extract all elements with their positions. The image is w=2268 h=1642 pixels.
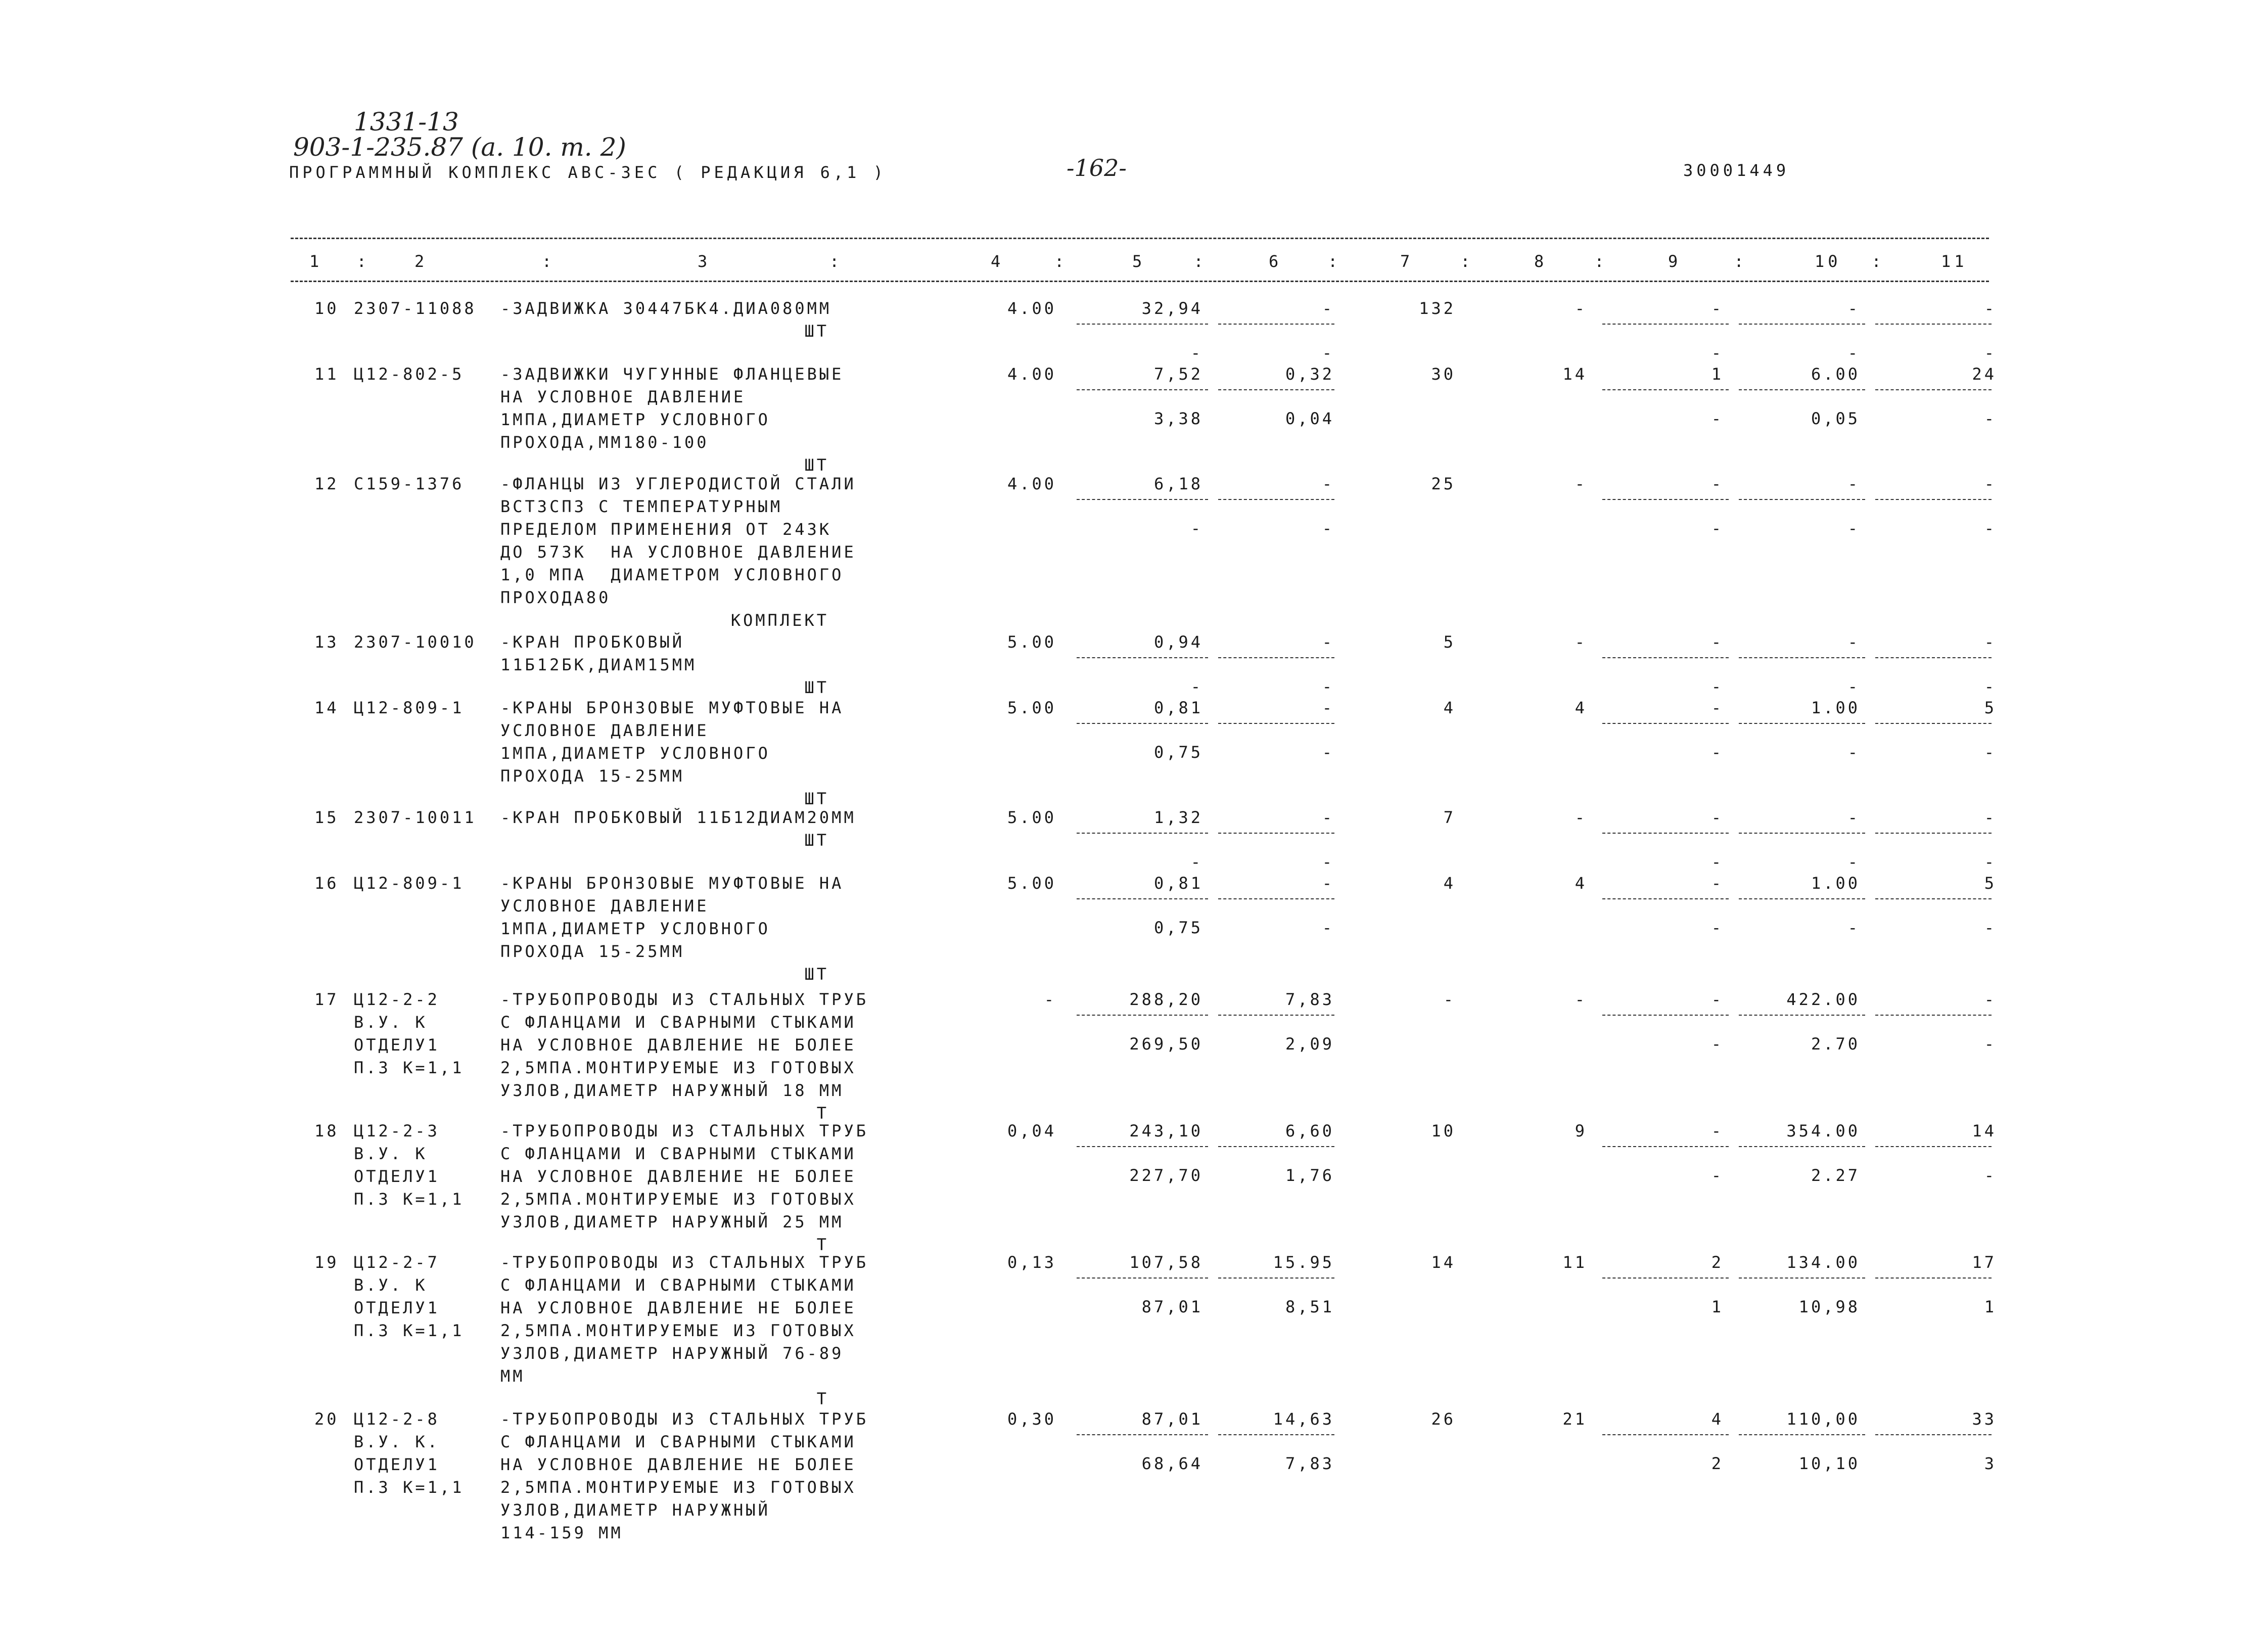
row-col11-bottom: - <box>1984 852 1997 872</box>
subtotal-rule <box>1739 1146 1865 1147</box>
row-col8: 9 <box>1575 1121 1587 1141</box>
row-col9-top: 4 <box>1711 1409 1724 1429</box>
row-col9-bottom: - <box>1711 743 1724 762</box>
subtotal-rule <box>1602 1278 1729 1279</box>
row-col6-top: 0,32 <box>1285 364 1334 384</box>
row-code: Ц12-2-7 В.У. К ОТДЕЛУ1 П.3 К=1,1 <box>354 1253 465 1340</box>
row-col10-top: 110,00 <box>1786 1409 1860 1429</box>
subtotal-rule <box>1077 833 1208 834</box>
row-code: Ц12-2-2 В.У. К ОТДЕЛУ1 П.3 К=1,1 <box>354 990 465 1077</box>
subtotal-rule <box>1218 499 1334 500</box>
row-col7: 4 <box>1443 698 1456 717</box>
subtotal-rule <box>1077 657 1208 658</box>
row-col10-bottom: - <box>1847 677 1860 696</box>
row-number: 12 <box>314 474 339 493</box>
subtotal-rule <box>1875 389 1992 390</box>
subtotal-rule <box>1875 657 1992 658</box>
column-number-11: 11 <box>1941 252 1968 271</box>
row-empty-mark: - <box>1847 343 1860 362</box>
row-col8: - <box>1575 808 1587 827</box>
subtotal-rule <box>1602 324 1729 325</box>
row-col8: - <box>1575 299 1587 318</box>
row-unit: ШТ <box>804 455 829 475</box>
row-col5-bottom: - <box>1190 852 1203 872</box>
row-col11-bottom: - <box>1984 409 1997 428</box>
row-unit: КОМПЛЕКТ <box>730 611 829 630</box>
row-col9-bottom: - <box>1711 852 1724 872</box>
row-col8: - <box>1575 474 1587 493</box>
row-col7: 132 <box>1419 299 1456 318</box>
row-unit: Т <box>816 1389 829 1408</box>
row-col4: - <box>1044 990 1056 1009</box>
row-number: 11 <box>314 364 339 384</box>
row-col4: 0,13 <box>1007 1253 1056 1272</box>
column-number-6: 6 <box>1269 252 1282 271</box>
row-col6-bottom: - <box>1322 852 1334 872</box>
subtotal-rule <box>1875 898 1992 899</box>
column-separator: : <box>1871 252 1885 271</box>
row-description: -КРАНЫ БРОНЗОВЫЕ МУФТОВЫЕ НА УСЛОВНОЕ ДАВЛЕНИЕ 1МПА,ДИАМЕТР УСЛОВНОГО ПРОХОДА 15-25ММ <box>500 698 844 786</box>
row-col6-top: - <box>1322 808 1334 827</box>
subtotal-rule <box>1077 324 1208 325</box>
row-col7: 10 <box>1431 1121 1456 1141</box>
row-col11-bottom: 3 <box>1984 1454 1997 1473</box>
row-col9-bottom: - <box>1711 409 1724 428</box>
row-col10-top: - <box>1847 474 1860 493</box>
row-col8: 14 <box>1562 364 1587 384</box>
row-col6-top: - <box>1322 874 1334 893</box>
row-col11-bottom: 1 <box>1984 1297 1997 1316</box>
row-col5-top: 6,18 <box>1153 474 1203 493</box>
row-col8: 11 <box>1562 1253 1587 1272</box>
row-col7: 5 <box>1443 632 1456 652</box>
column-separator: : <box>1460 252 1474 271</box>
row-code: Ц12-2-3 В.У. К ОТДЕЛУ1 П.3 К=1,1 <box>354 1121 465 1209</box>
row-col9-top: - <box>1711 698 1724 717</box>
row-col10-top: 134.00 <box>1786 1253 1860 1272</box>
row-col11-bottom: - <box>1984 1034 1997 1054</box>
row-col7: 4 <box>1443 874 1456 893</box>
subtotal-rule <box>1739 1434 1865 1435</box>
row-col7: 7 <box>1443 808 1456 827</box>
row-col9-top: - <box>1711 1121 1724 1141</box>
row-col6-top: - <box>1322 299 1334 318</box>
row-col6-bottom: - <box>1322 743 1334 762</box>
row-col4: 4.00 <box>1007 474 1056 493</box>
row-col5-bottom: 0,75 <box>1153 918 1203 937</box>
row-code: Ц12-2-8 В.У. К. ОТДЕЛУ1 П.3 К=1,1 <box>354 1409 465 1497</box>
row-col11-top: - <box>1984 990 1997 1009</box>
subtotal-rule <box>1218 1146 1334 1147</box>
subtotal-rule <box>1218 1015 1334 1016</box>
subtotal-rule <box>1077 1015 1208 1016</box>
column-number-5: 5 <box>1132 252 1146 271</box>
row-unit: ШТ <box>804 965 829 984</box>
subtotal-rule <box>1739 389 1865 390</box>
row-col11-bottom: - <box>1984 519 1997 538</box>
column-separator: : <box>1328 252 1341 271</box>
subtotal-rule <box>1602 657 1729 658</box>
row-description: -КРАН ПРОБКОВЫЙ 11Б12ДИАМ20ММ <box>500 808 856 827</box>
row-col7: 26 <box>1431 1409 1456 1429</box>
row-col5-top: 0,94 <box>1153 632 1203 652</box>
row-col6-top: - <box>1322 474 1334 493</box>
row-number: 14 <box>314 698 339 717</box>
subtotal-rule <box>1739 1278 1865 1279</box>
row-col9-bottom: - <box>1711 1034 1724 1054</box>
row-col5-top: 243,10 <box>1129 1121 1203 1141</box>
row-col11-top: 14 <box>1972 1121 1997 1141</box>
row-col11-top: - <box>1984 299 1997 318</box>
row-col8: 4 <box>1575 698 1587 717</box>
row-unit: Т <box>816 1104 829 1123</box>
row-col5-bottom: 3,38 <box>1153 409 1203 428</box>
row-col6-bottom: - <box>1322 519 1334 538</box>
row-col10-top: - <box>1847 808 1860 827</box>
row-col10-bottom: 2.70 <box>1811 1034 1860 1054</box>
subtotal-rule <box>1875 1434 1992 1435</box>
row-col6-top: 14,63 <box>1273 1409 1334 1429</box>
column-number-10: 10 <box>1815 252 1841 271</box>
subtotal-rule <box>1077 499 1208 500</box>
row-col11-top: 17 <box>1972 1253 1997 1272</box>
row-col9-bottom: - <box>1711 519 1724 538</box>
subtotal-rule <box>1077 1434 1208 1435</box>
column-separator: : <box>542 252 556 271</box>
row-description: -ТРУБОПРОВОДЫ ИЗ СТАЛЬНЫХ ТРУБ С ФЛАНЦАМИ И СВАРНЫМИ СТЫКАМИ НА УСЛОВНОЕ ДАВЛЕНИЕ НЕ БОЛЕЕ 2,5МПА.МОНТИРУЕМЫЕ ИЗ ГОТОВЫХ УЗЛОВ,ДИАМЕТР НАРУЖНЫЙ 25 ММ <box>500 1121 868 1232</box>
subtotal-rule <box>1602 833 1729 834</box>
subtotal-rule <box>1602 898 1729 899</box>
row-description: -КРАН ПРОБКОВЫЙ 11Б12БК,ДИАМ15ММ <box>500 632 697 674</box>
row-col5-top: 87,01 <box>1141 1409 1203 1429</box>
row-col10-top: 1.00 <box>1811 874 1860 893</box>
row-col11-top: - <box>1984 474 1997 493</box>
row-col9-top: - <box>1711 990 1724 1009</box>
row-code: 2307-10011 <box>354 808 477 827</box>
row-unit: ШТ <box>804 322 829 341</box>
row-col10-bottom: 2.27 <box>1811 1166 1860 1185</box>
row-col6-top: 15.95 <box>1273 1253 1334 1272</box>
subtotal-rule <box>1218 1434 1334 1435</box>
row-unit: ШТ <box>804 789 829 808</box>
subtotal-rule <box>1739 723 1865 724</box>
row-col4: 5.00 <box>1007 632 1056 652</box>
column-number-8: 8 <box>1534 252 1548 271</box>
subtotal-rule <box>1077 723 1208 724</box>
column-number-1: 1 <box>309 252 323 271</box>
row-col9-top: - <box>1711 874 1724 893</box>
row-col8: - <box>1575 632 1587 652</box>
row-col7: 14 <box>1431 1253 1456 1272</box>
row-col9-bottom: - <box>1711 918 1724 937</box>
row-col5-bottom: 269,50 <box>1129 1034 1203 1054</box>
row-description: -ТРУБОПРОВОДЫ ИЗ СТАЛЬНЫХ ТРУБ С ФЛАНЦАМИ И СВАРНЫМИ СТЫКАМИ НА УСЛОВНОЕ ДАВЛЕНИЕ НЕ БОЛЕЕ 2,5МПА.МОНТИРУЕМЫЕ ИЗ ГОТОВЫХ УЗЛОВ,ДИАМЕТР НАРУЖНЫЙ 76-89 ММ <box>500 1253 868 1386</box>
row-unit: Т <box>816 1235 829 1254</box>
row-col6-bottom: 8,51 <box>1285 1297 1334 1316</box>
subtotal-rule <box>1875 499 1992 500</box>
row-col10-top: 6.00 <box>1811 364 1860 384</box>
row-number: 17 <box>314 990 339 1009</box>
row-number: 20 <box>314 1409 339 1429</box>
row-col5-top: 0,81 <box>1153 874 1203 893</box>
table-header-rule <box>291 281 1989 282</box>
subtotal-rule <box>1875 723 1992 724</box>
row-col5-bottom: 0,75 <box>1153 743 1203 762</box>
column-number-4: 4 <box>991 252 1004 271</box>
row-col5-top: 7,52 <box>1153 364 1203 384</box>
subtotal-rule <box>1739 898 1865 899</box>
row-col9-top: - <box>1711 299 1724 318</box>
row-col5-bottom: 68,64 <box>1141 1454 1203 1473</box>
row-col9-bottom: 1 <box>1711 1297 1724 1316</box>
row-col9-top: 1 <box>1711 364 1724 384</box>
row-col5-top: 288,20 <box>1129 990 1203 1009</box>
row-col4: 0,04 <box>1007 1121 1056 1141</box>
row-col4: 5.00 <box>1007 808 1056 827</box>
page-number: -162- <box>1067 154 1127 181</box>
row-col10-top: 354.00 <box>1786 1121 1860 1141</box>
row-col11-bottom: - <box>1984 743 1997 762</box>
row-col6-bottom: 0,04 <box>1285 409 1334 428</box>
row-col6-bottom: 1,76 <box>1285 1166 1334 1185</box>
row-col10-bottom: - <box>1847 918 1860 937</box>
column-number-9: 9 <box>1668 252 1682 271</box>
column-number-7: 7 <box>1400 252 1414 271</box>
row-col11-bottom: - <box>1984 1166 1997 1185</box>
row-unit: ШТ <box>804 678 829 697</box>
row-col6-bottom: 2,09 <box>1285 1034 1334 1054</box>
subtotal-rule <box>1875 1278 1992 1279</box>
row-col11-top: 24 <box>1972 364 1997 384</box>
subtotal-rule <box>1875 1015 1992 1016</box>
row-col10-bottom: 0,05 <box>1811 409 1860 428</box>
row-col10-top: 422.00 <box>1786 990 1860 1009</box>
row-col11-bottom: - <box>1984 918 1997 937</box>
subtotal-rule <box>1875 1146 1992 1147</box>
row-col11-top: - <box>1984 632 1997 652</box>
row-number: 18 <box>314 1121 339 1141</box>
row-col9-bottom: - <box>1711 1166 1724 1185</box>
row-description: -ФЛАНЦЫ ИЗ УГЛЕРОДИСТОЙ СТАЛИ ВСТ3СП3 С ТЕМПЕРАТУРНЫМ ПРЕДЕЛОМ ПРИМЕНЕНИЯ ОТ 243К ДО 573К НА УСЛОВНОЕ ДАВЛЕНИЕ 1,0 МПА ДИАМЕТРОМ УСЛОВНОГО ПРОХОДА80 <box>500 474 856 607</box>
row-number: 10 <box>314 299 339 318</box>
subtotal-rule <box>1602 1146 1729 1147</box>
row-empty-mark: - <box>1711 343 1724 362</box>
row-col7: 25 <box>1431 474 1456 493</box>
row-col10-bottom: 10,98 <box>1798 1297 1860 1316</box>
row-col9-top: - <box>1711 808 1724 827</box>
doc-code: 30001449 <box>1683 161 1790 180</box>
subtotal-rule <box>1602 1434 1729 1435</box>
row-col5-bottom: - <box>1190 677 1203 696</box>
row-col10-top: - <box>1847 632 1860 652</box>
row-unit: ШТ <box>804 831 829 850</box>
row-col11-top: 5 <box>1984 698 1997 717</box>
subtotal-rule <box>1077 898 1208 899</box>
handwritten-ref-2: 903-1-235.87 (а. 10. т. 2) <box>293 132 626 162</box>
subtotal-rule <box>1077 1146 1208 1147</box>
row-code: Ц12-809-1 <box>354 874 465 893</box>
subtotal-rule <box>1218 1278 1334 1279</box>
subtotal-rule <box>1875 833 1992 834</box>
subtotal-rule <box>1218 898 1334 899</box>
row-empty-mark: - <box>1190 343 1203 362</box>
row-empty-mark: - <box>1984 343 1997 362</box>
row-col4: 4.00 <box>1007 299 1056 318</box>
row-col6-top: 7,83 <box>1285 990 1334 1009</box>
row-col4: 5.00 <box>1007 698 1056 717</box>
row-code: 2307-10010 <box>354 632 477 652</box>
subtotal-rule <box>1739 324 1865 325</box>
row-col5-bottom: - <box>1190 519 1203 538</box>
row-description: -ТРУБОПРОВОДЫ ИЗ СТАЛЬНЫХ ТРУБ С ФЛАНЦАМИ И СВАРНЫМИ СТЫКАМИ НА УСЛОВНОЕ ДАВЛЕНИЕ НЕ БОЛЕЕ 2,5МПА.МОНТИРУЕМЫЕ ИЗ ГОТОВЫХ УЗЛОВ,ДИАМЕТР НАРУЖНЫЙ 18 ММ <box>500 990 868 1100</box>
row-col4: 4.00 <box>1007 364 1056 384</box>
subtotal-rule <box>1602 499 1729 500</box>
row-col7: 30 <box>1431 364 1456 384</box>
table-top-rule <box>291 238 1989 239</box>
row-col4: 0,30 <box>1007 1409 1056 1429</box>
row-col11-top: - <box>1984 808 1997 827</box>
row-code: Ц12-802-5 <box>354 364 465 384</box>
subtotal-rule <box>1602 1015 1729 1016</box>
row-col6-bottom: - <box>1322 918 1334 937</box>
column-separator: : <box>1594 252 1608 271</box>
column-number-2: 2 <box>414 252 428 271</box>
subtotal-rule <box>1218 657 1334 658</box>
row-col9-bottom: - <box>1711 677 1724 696</box>
row-col5-top: 32,94 <box>1141 299 1203 318</box>
column-separator: : <box>1193 252 1207 271</box>
subtotal-rule <box>1218 723 1334 724</box>
row-description: -КРАНЫ БРОНЗОВЫЕ МУФТОВЫЕ НА УСЛОВНОЕ ДАВЛЕНИЕ 1МПА,ДИАМЕТР УСЛОВНОГО ПРОХОДА 15-25ММ <box>500 874 844 961</box>
column-separator: : <box>1734 252 1747 271</box>
column-separator: : <box>356 252 370 271</box>
row-col10-bottom: - <box>1847 852 1860 872</box>
row-col4: 5.00 <box>1007 874 1056 893</box>
row-col8: - <box>1575 990 1587 1009</box>
subtotal-rule <box>1077 1278 1208 1279</box>
row-code: Ц12-809-1 <box>354 698 465 717</box>
row-col10-top: - <box>1847 299 1860 318</box>
row-col10-bottom: - <box>1847 743 1860 762</box>
row-code: С159-1376 <box>354 474 465 493</box>
row-col6-top: 6,60 <box>1285 1121 1334 1141</box>
row-col10-bottom: 10,10 <box>1798 1454 1860 1473</box>
handwritten-ref-1: 1331-13 <box>354 107 459 136</box>
row-col5-top: 0,81 <box>1153 698 1203 717</box>
row-col8: 21 <box>1562 1409 1587 1429</box>
row-number: 13 <box>314 632 339 652</box>
row-col9-top: - <box>1711 632 1724 652</box>
row-col6-bottom: - <box>1322 677 1334 696</box>
row-col10-top: 1.00 <box>1811 698 1860 717</box>
column-separator: : <box>829 252 843 271</box>
column-separator: : <box>1054 252 1068 271</box>
subtotal-rule <box>1739 499 1865 500</box>
row-col8: 4 <box>1575 874 1587 893</box>
subtotal-rule <box>1077 389 1208 390</box>
subtotal-rule <box>1218 389 1334 390</box>
row-code: 2307-11088 <box>354 299 477 318</box>
row-col5-bottom: 87,01 <box>1141 1297 1203 1316</box>
subtotal-rule <box>1218 324 1334 325</box>
subtotal-rule <box>1739 1015 1865 1016</box>
row-number: 19 <box>314 1253 339 1272</box>
row-col10-bottom: - <box>1847 519 1860 538</box>
row-number: 16 <box>314 874 339 893</box>
subtotal-rule <box>1739 657 1865 658</box>
subtotal-rule <box>1602 389 1729 390</box>
subtotal-rule <box>1602 723 1729 724</box>
row-empty-mark: - <box>1322 343 1334 362</box>
column-number-3: 3 <box>698 252 711 271</box>
row-col6-top: - <box>1322 632 1334 652</box>
row-description: -ЗАДВИЖКИ ЧУГУННЫЕ ФЛАНЦЕВЫЕ НА УСЛОВНОЕ ДАВЛЕНИЕ 1МПА,ДИАМЕТР УСЛОВНОГО ПРОХОДА,ММ180-100 <box>500 364 844 452</box>
row-col9-top: - <box>1711 474 1724 493</box>
row-col11-top: 33 <box>1972 1409 1997 1429</box>
row-col9-top: 2 <box>1711 1253 1724 1272</box>
row-col6-bottom: 7,83 <box>1285 1454 1334 1473</box>
row-col7: - <box>1443 990 1456 1009</box>
subtotal-rule <box>1875 324 1992 325</box>
row-col5-top: 1,32 <box>1153 808 1203 827</box>
row-description: -ЗАДВИЖКА 30447БК4.ДИА080ММ <box>500 299 832 318</box>
subtotal-rule <box>1218 833 1334 834</box>
row-col11-bottom: - <box>1984 677 1997 696</box>
row-col9-bottom: 2 <box>1711 1454 1724 1473</box>
subtotal-rule <box>1739 833 1865 834</box>
row-col5-bottom: 227,70 <box>1129 1166 1203 1185</box>
program-header: ПРОГРАММНЫЙ КОМПЛЕКС АВС-3ЕС ( РЕДАКЦИЯ 6,1 ) <box>289 163 887 182</box>
row-col6-top: - <box>1322 698 1334 717</box>
row-col11-top: 5 <box>1984 874 1997 893</box>
row-number: 15 <box>314 808 339 827</box>
row-description: -ТРУБОПРОВОДЫ ИЗ СТАЛЬНЫХ ТРУБ С ФЛАНЦАМИ И СВАРНЫМИ СТЫКАМИ НА УСЛОВНОЕ ДАВЛЕНИЕ НЕ БОЛЕЕ 2,5МПА.МОНТИРУЕМЫЕ ИЗ ГОТОВЫХ УЗЛОВ,ДИАМЕТР НАРУЖНЫЙ 114-159 ММ <box>500 1409 868 1542</box>
row-col5-top: 107,58 <box>1129 1253 1203 1272</box>
